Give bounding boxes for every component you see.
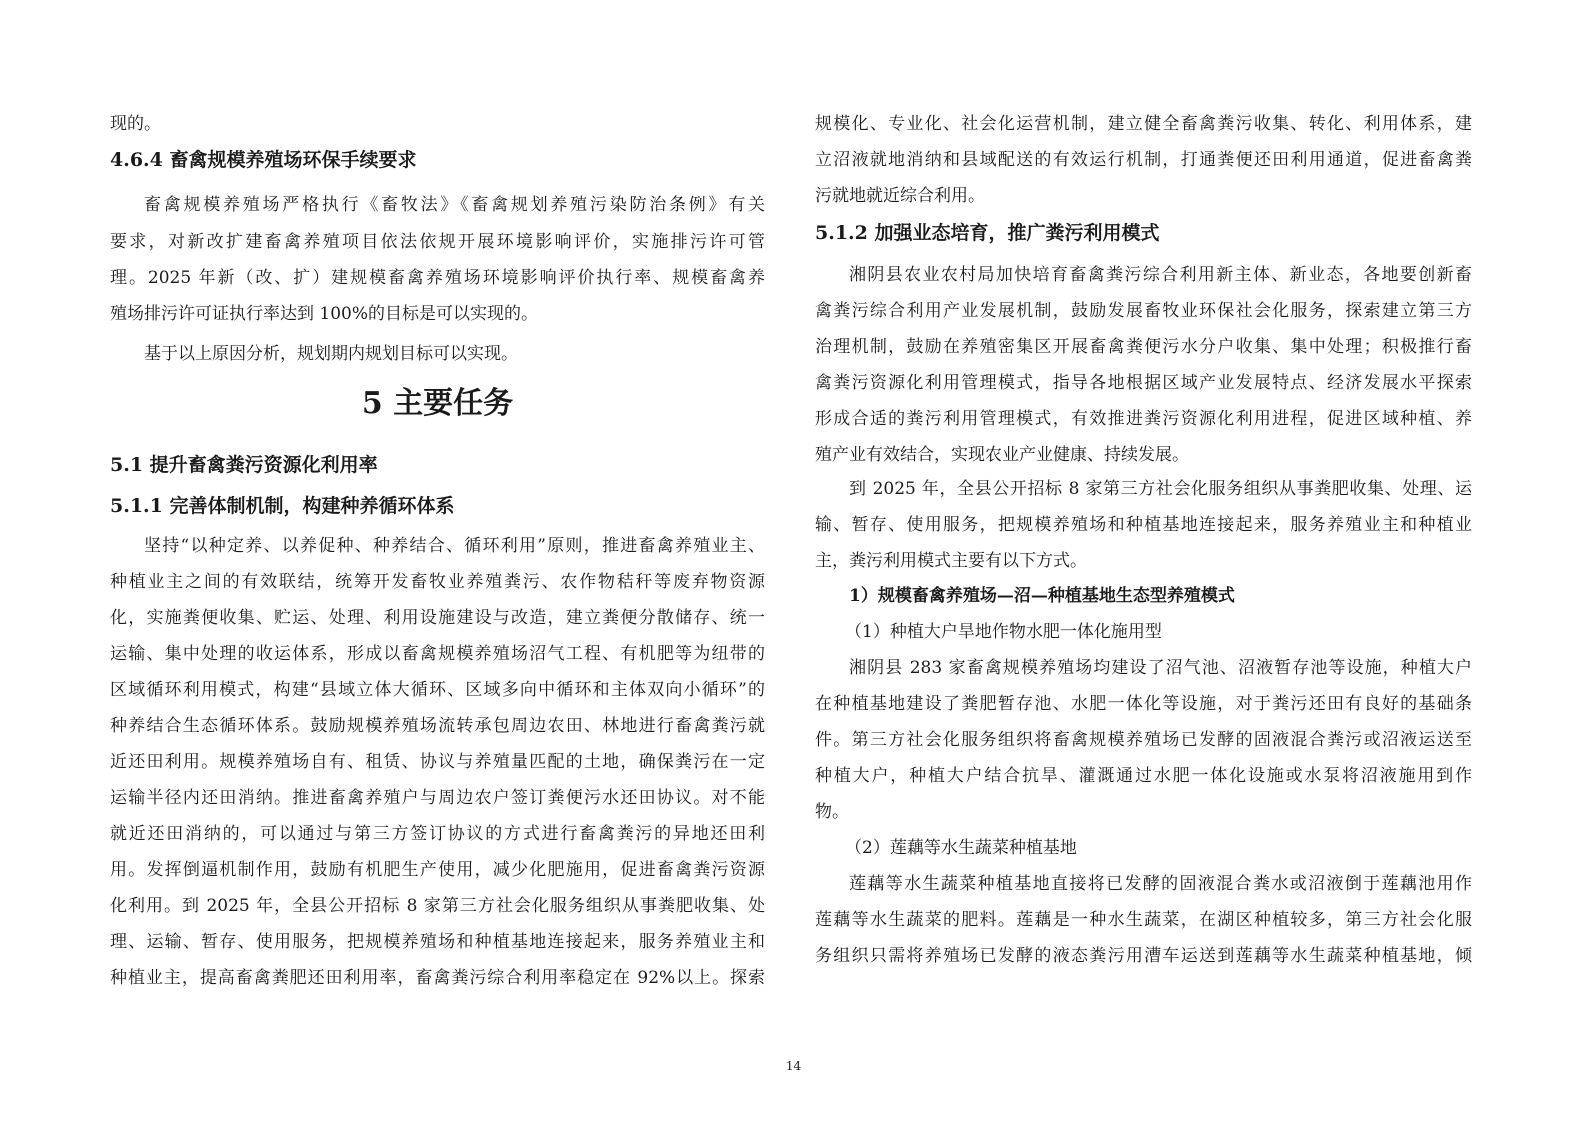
paragraph-line: 莲藕等水生蔬菜的肥料。莲藕是一种水生蔬菜，在湖区种植较多，第三方社会化服 (815, 910, 1472, 930)
paragraph-line: 务组织只需将养殖场已发酵的液态粪污用漕车运送到莲藕等水生蔬菜种植基地，倾 (815, 946, 1472, 966)
section-heading-4-6-4: 4.6.4 畜禽规模养殖场环保手续要求 (110, 149, 417, 171)
subheading-2: （2）莲藕等水生蔬菜种植基地 (845, 838, 1077, 858)
paragraph-line: 殖场排污许可证执行率达到 100%的目标是可以实现的。 (110, 304, 539, 324)
paragraph-line: 基于以上原因分析，规划期内规划目标可以实现。 (144, 344, 518, 364)
page-number: 14 (785, 1059, 802, 1073)
paragraph-line: 湘阴县农业农村局加快培育畜禽粪污综合利用新主体、新业态，各地要创新畜 (849, 265, 1472, 285)
paragraph-line: 规模化、专业化、社会化运营机制，建立健全畜禽粪污收集、转化、利用体系，建 (815, 114, 1472, 134)
paragraph-line: 种植业主之间的有效联结，统筹开发畜牧业养殖粪污、农作物秸秆等废弃物资源 (110, 572, 765, 592)
paragraph-line: 禽粪污综合利用产业发展机制，鼓励发展畜牧业环保社会化服务，探索建立第三方 (815, 301, 1472, 321)
paragraph-line: 区域循环利用模式，构建“县域立体大循环、区域多向中循环和主体双向小循环”的 (110, 680, 765, 700)
section-heading-5-1-2: 5.1.2 加强业态培育，推广粪污利用模式 (815, 222, 1160, 244)
paragraph-line: 化，实施粪便收集、贮运、处理、利用设施建设与改造，建立粪便分散储存、统一 (110, 608, 765, 628)
paragraph-line: 就近还田消纳的，可以通过与第三方签订协议的方式进行畜禽粪污的异地还田利 (110, 824, 765, 844)
paragraph-line: 在种植基地建设了粪肥暂存池、水肥一体化等设施，对于粪污还田有良好的基础条 (815, 694, 1472, 714)
paragraph-line: 种植业主，提高畜禽粪肥还田利用率，畜禽粪污综合利用率稳定在 92%以上。探索 (110, 968, 765, 988)
continuation-line: 现的。 (110, 114, 161, 134)
paragraph-line: 莲藕等水生蔬菜种植基地直接将已发酵的固液混合粪水或沼液倒于莲藕池用作 (849, 874, 1472, 894)
chapter-title: 5 主要任务 (361, 386, 514, 421)
paragraph-line: 运输、集中处理的收运体系，形成以畜禽规模养殖场沼气工程、有机肥等为纽带的 (110, 644, 765, 664)
paragraph-line: 理。2025 年新（改、扩）建规模畜禽养殖场环境影响评价执行率、规模畜禽养 (110, 268, 765, 288)
paragraph-line: 治理机制，鼓励在养殖密集区开展畜禽粪便污水分户收集、集中处理；积极推行畜 (815, 337, 1472, 357)
paragraph-line: 畜禽规模养殖场严格执行《畜牧法》《畜禽规划养殖污染防治条例》有关 (144, 195, 765, 215)
paragraph-line: 运输半径内还田消纳。推进畜禽养殖户与周边农户签订粪便污水还田协议。对不能 (110, 788, 765, 808)
paragraph-line: 殖产业有效结合，实现农业产业健康、持续发展。 (815, 445, 1189, 465)
paragraph-line: 到 2025 年，全县公开招标 8 家第三方社会化服务组织从事粪肥收集、处理、运 (849, 479, 1472, 499)
subheading-1: （1）种植大户旱地作物水肥一体化施用型 (845, 622, 1162, 642)
paragraph-line: 禽粪污资源化利用管理模式，指导各地根据区域产业发展特点、经济发展水平探索 (815, 373, 1472, 393)
paragraph-line: 近还田利用。规模养殖场自有、租赁、协议与养殖量匹配的土地，确保粪污在一定 (110, 752, 765, 772)
mode-heading-1: 1）规模畜禽养殖场—沼—种植基地生态型养殖模式 (849, 586, 1235, 606)
paragraph-line: 物。 (815, 802, 849, 822)
paragraph-line: 件。第三方社会化服务组织将畜禽规模养殖场已发酵的固液混合粪污或沼液运送至 (815, 730, 1472, 750)
paragraph-line: 形成合适的粪污利用管理模式，有效推进粪污资源化利用进程，促进区域种植、养 (815, 409, 1472, 429)
paragraph-line: 理、运输、暂存、使用服务，把规模养殖场和种植基地连接起来，服务养殖业主和 (110, 932, 765, 952)
paragraph-line: 输、暂存、使用服务，把规模养殖场和种植基地连接起来，服务养殖业主和种植业 (815, 515, 1472, 535)
paragraph-line: 种养结合生态循环体系。鼓励规模养殖场流转承包周边农田、林地进行畜禽粪污就 (110, 716, 765, 736)
paragraph-line: 湘阴县 283 家畜禽规模养殖场均建设了沼气池、沼液暂存池等设施，种植大户 (849, 658, 1472, 678)
paragraph-line: 用。发挥倒逼机制作用，鼓励有机肥生产使用，减少化肥施用，促进畜禽粪污资源 (110, 860, 765, 880)
section-heading-5-1-1: 5.1.1 完善体制机制，构建种养循环体系 (110, 495, 455, 517)
section-heading-5-1: 5.1 提升畜禽粪污资源化利用率 (110, 454, 378, 476)
paragraph-line: 化利用。到 2025 年，全县公开招标 8 家第三方社会化服务组织从事粪肥收集、处 (110, 896, 765, 916)
paragraph-line: 种植大户，种植大户结合抗旱、灌溉通过水肥一体化设施或水泵将沼液施用到作 (815, 766, 1472, 786)
paragraph-line: 主，粪污利用模式主要有以下方式。 (815, 551, 1087, 571)
paragraph-line: 立沼液就地消纳和县域配送的有效运行机制，打通粪便还田利用通道，促进畜禽粪 (815, 150, 1472, 170)
paragraph-line: 污就地就近综合利用。 (815, 186, 985, 206)
paragraph-line: 坚持“以种定养、以养促种、种养结合、循环利用”原则，推进畜禽养殖业主、 (144, 536, 765, 556)
paragraph-line: 要求，对新改扩建畜禽养殖项目依法依规开展环境影响评价，实施排污许可管 (110, 232, 765, 252)
